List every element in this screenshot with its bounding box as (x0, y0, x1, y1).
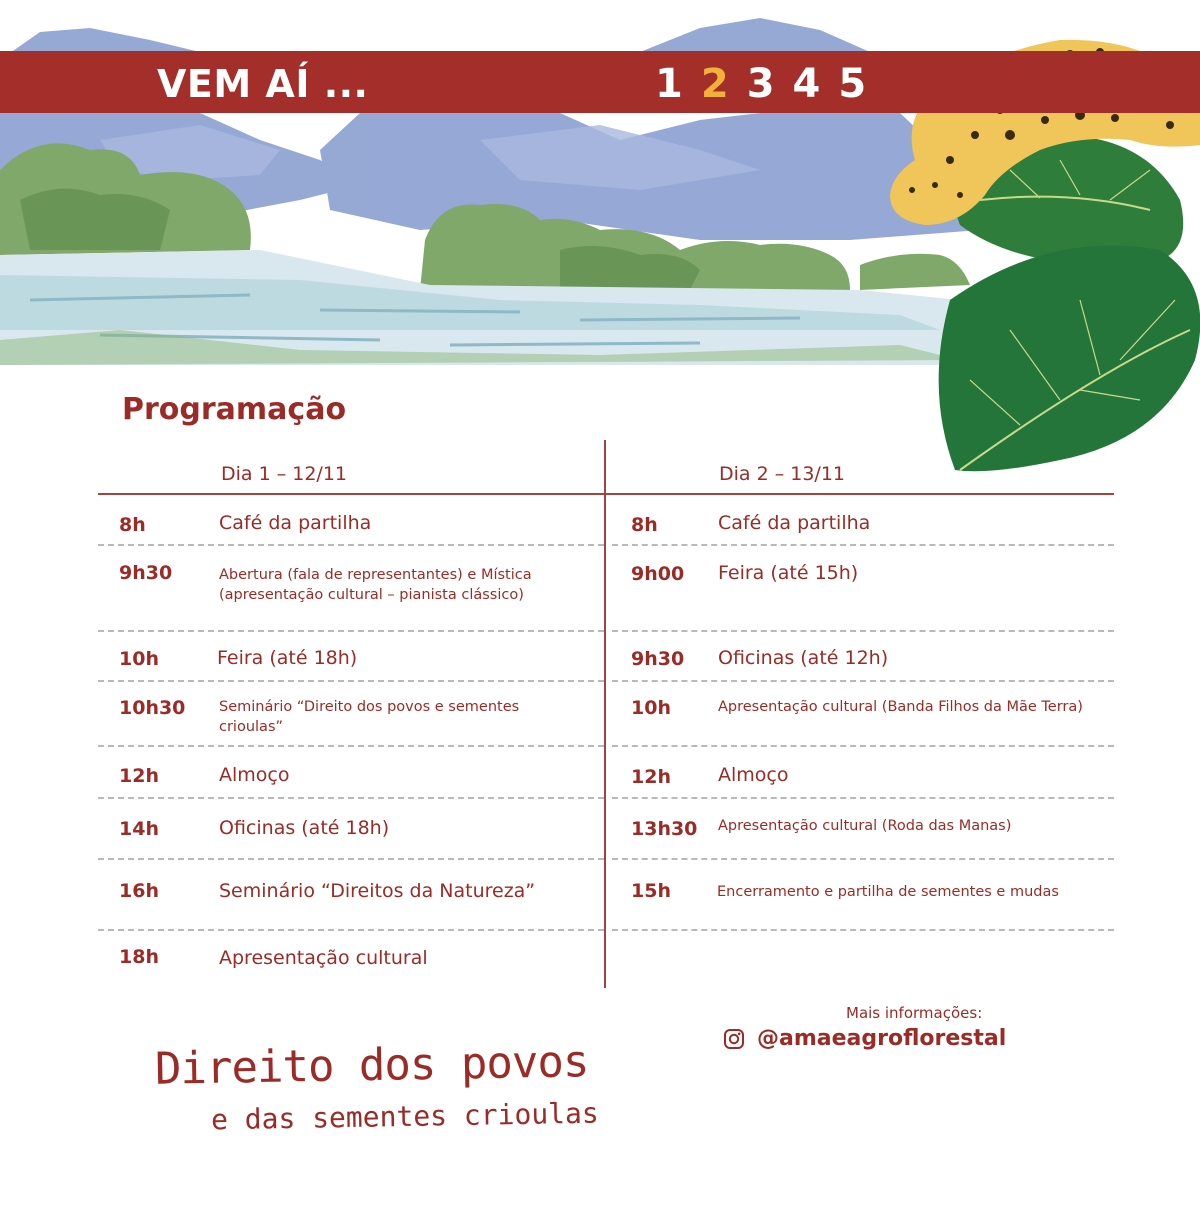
page-5[interactable]: 5 (838, 61, 867, 107)
day1-row7-time: 16h (119, 880, 159, 902)
day2-row7-time: 15h (631, 880, 671, 902)
day1-row5-time: 12h (119, 765, 159, 787)
day2-row2-time: 9h00 (631, 563, 685, 585)
day2-row6-activity: Apresentação cultural (Roda das Manas) (718, 818, 1012, 834)
day1-row5-activity: Almoço (219, 764, 290, 786)
day1-row4-activity: Seminário “Direito dos povos e sementes crioulas” (219, 699, 520, 735)
row-separator (612, 797, 1114, 799)
day2-row1-time: 8h (631, 514, 658, 536)
tagline-line1: Direito dos povos (154, 1036, 589, 1095)
day1-row4-time: 10h30 (119, 697, 186, 719)
tagline-line2: e das sementes crioulas (210, 1096, 599, 1137)
header-rule (98, 493, 1114, 495)
instagram-link[interactable] (723, 1026, 1006, 1051)
row-separator (612, 544, 1114, 546)
row-separator (612, 929, 1114, 931)
page-4[interactable]: 4 (792, 61, 821, 107)
day-2-header: Dia 2 – 13/11 (719, 463, 846, 485)
day2-row1-activity: Café da partilha (718, 512, 871, 534)
page-3[interactable]: 3 (746, 61, 775, 107)
day2-row6-time: 13h30 (631, 818, 698, 840)
day1-row3-time: 10h (119, 648, 159, 670)
day1-row2-time: 9h30 (119, 562, 173, 584)
row-separator (612, 745, 1114, 747)
day1-row7-activity: Seminário “Direitos da Natureza” (219, 880, 536, 902)
row-separator (98, 745, 604, 747)
banner-title: VEM AÍ ... (157, 62, 369, 106)
day1-row8-activity: Apresentação cultural (219, 947, 428, 969)
column-divider (604, 440, 606, 988)
day1-row6-time: 14h (119, 818, 159, 840)
day2-row5-activity: Almoço (718, 764, 789, 786)
day2-row2-activity: Feira (até 15h) (718, 562, 859, 584)
day2-row7-activity: Encerramento e partilha de sementes e mudas (717, 884, 1059, 900)
row-separator (612, 680, 1114, 682)
day2-row5-time: 12h (631, 766, 671, 788)
page-indicator (655, 60, 866, 108)
program-heading: Programação (122, 392, 347, 427)
day2-row4-time: 10h (631, 697, 671, 719)
row-separator (98, 929, 604, 931)
day1-row6-activity: Oficinas (até 18h) (219, 817, 390, 839)
day2-row4-activity: Apresentação cultural (Banda Filhos da Mãe Terra) (718, 699, 1083, 715)
day1-row2-activity: Abertura (fala de representantes) e Mística (apresentação cultural – pianista clássico) (219, 567, 532, 603)
day1-row8-time: 18h (119, 946, 159, 968)
row-separator (98, 797, 604, 799)
day1-row1-time: 8h (119, 514, 146, 536)
more-info-label: Mais informações: (846, 1004, 983, 1022)
row-separator (98, 858, 604, 860)
page-1[interactable]: 1 (655, 61, 683, 107)
row-separator (98, 680, 604, 682)
day1-row1-activity: Café da partilha (219, 512, 372, 534)
day1-row3-activity: Feira (até 18h) (217, 647, 358, 669)
row-separator (98, 544, 604, 546)
instagram-icon (723, 1028, 745, 1050)
row-separator (612, 630, 1114, 632)
day-1-header: Dia 1 – 12/11 (221, 463, 348, 485)
day2-row3-time: 9h30 (631, 648, 685, 670)
row-separator (98, 630, 604, 632)
page-2-active[interactable]: 2 (700, 61, 729, 107)
row-separator (612, 858, 1114, 860)
instagram-handle: @amaeagroflorestal (757, 1026, 1007, 1051)
day2-row3-activity: Oficinas (até 12h) (718, 647, 889, 669)
